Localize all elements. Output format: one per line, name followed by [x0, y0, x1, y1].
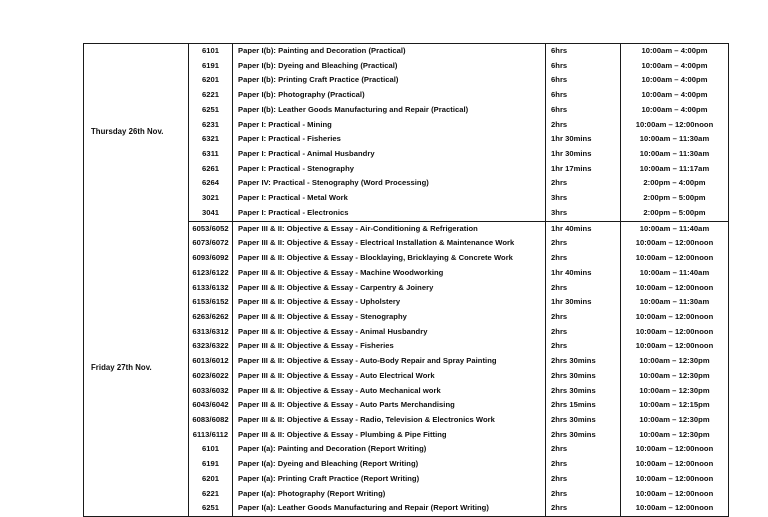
duration-cell: 1hr 30mins: [546, 132, 621, 147]
time-cell: 2:00pm – 5:00pm: [643, 193, 706, 203]
subject-code-cell: 6101: [189, 44, 233, 59]
time-cell: 10:00am – 12:00noon: [635, 326, 714, 336]
subject-title-cell: Paper III & II: Objective & Essay - Stenography: [233, 310, 546, 325]
subject-code-cell: 6201: [189, 73, 233, 88]
duration-cell: 2hrs 30mins: [546, 428, 621, 443]
duration-cell: 2hrs: [546, 281, 621, 296]
subject-title-cell: Paper I: Practical - Metal Work: [233, 191, 546, 206]
time-cell: 10:00am – 12:30pm: [639, 356, 710, 366]
duration-cell: 2hrs: [546, 176, 621, 191]
table-row: [84, 221, 729, 236]
time-cell: 10:00am – 12:30pm: [639, 370, 710, 380]
subject-title-cell: Paper III & II: Objective & Essay - Air-Conditioning & Refrigeration: [233, 221, 546, 236]
time-cell: 2:00pm – 4:00pm: [643, 178, 706, 188]
day-label-cell: Friday 27th Nov.: [84, 221, 189, 516]
time-cell: 10:00am – 11:40am: [639, 223, 710, 233]
duration-cell: 6hrs: [546, 88, 621, 103]
subject-code-cell: 3021: [189, 191, 233, 206]
subject-code-cell: 6093/6092: [189, 251, 233, 266]
subject-title-cell: Paper III & II: Objective & Essay - Auto Electrical Work: [233, 369, 546, 384]
subject-title-cell: Paper I: Practical - Animal Husbandry: [233, 147, 546, 162]
time-cell: 10:00am – 12:00noon: [635, 444, 714, 454]
subject-title-cell: Paper I(a): Painting and Decoration (Report Writing): [233, 442, 546, 457]
time-cell: 10:00am – 12:00noon: [635, 119, 714, 129]
subject-code-cell: 6263/6262: [189, 310, 233, 325]
timetable-body: [84, 44, 729, 517]
subject-title-cell: Paper III & II: Objective & Essay - Blocklaying, Bricklaying & Concrete Work: [233, 251, 546, 266]
subject-title-cell: Paper I(a): Leather Goods Manufacturing and Repair (Report Writing): [233, 501, 546, 516]
duration-cell: 2hrs 30mins: [546, 384, 621, 399]
subject-title-cell: Paper I(b): Photography (Practical): [233, 88, 546, 103]
time-cell: 10:00am – 4:00pm: [641, 75, 708, 85]
duration-cell: 1hr 30mins: [546, 147, 621, 162]
time-cell: 10:00am – 4:00pm: [641, 60, 708, 70]
time-cell: 10:00am – 12:30pm: [639, 429, 710, 439]
duration-cell: 2hrs: [546, 442, 621, 457]
subject-title-cell: Paper I: Practical - Fisheries: [233, 132, 546, 147]
duration-cell: 2hrs: [546, 457, 621, 472]
duration-cell: 2hrs: [546, 251, 621, 266]
subject-title-cell: Paper I: Practical - Mining: [233, 118, 546, 133]
subject-code-cell: 6101: [189, 442, 233, 457]
duration-cell: 2hrs 30mins: [546, 354, 621, 369]
subject-code-cell: 6023/6022: [189, 369, 233, 384]
duration-cell: 2hrs: [546, 339, 621, 354]
subject-title-cell: Paper III & II: Objective & Essay - Fisheries: [233, 339, 546, 354]
subject-code-cell: 6191: [189, 59, 233, 74]
subject-code-cell: 6033/6032: [189, 384, 233, 399]
time-cell: 10:00am – 12:00noon: [621, 501, 729, 516]
subject-code-cell: 6043/6042: [189, 398, 233, 413]
duration-cell: 2hrs: [546, 118, 621, 133]
duration-cell: 1hr 40mins: [546, 266, 621, 281]
subject-code-cell: 6013/6012: [189, 354, 233, 369]
subject-code-cell: 6053/6052: [189, 221, 233, 236]
duration-cell: 2hrs: [546, 501, 621, 516]
time-cell: 10:00am – 11:30am: [639, 134, 710, 144]
subject-code-cell: 6153/6152: [189, 295, 233, 310]
subject-code-cell: 6231: [189, 118, 233, 133]
subject-code-cell: 6221: [189, 88, 233, 103]
time-cell: 10:00am – 4:00pm: [641, 46, 708, 55]
time-cell: 10:00am – 12:00noon: [635, 488, 714, 498]
duration-cell: 2hrs 15mins: [546, 398, 621, 413]
time-cell: 10:00am – 11:30am: [639, 297, 710, 307]
subject-code-cell: 6313/6312: [189, 325, 233, 340]
duration-cell: 1hr 40mins: [546, 221, 621, 236]
subject-code-cell: 6264: [189, 176, 233, 191]
subject-code-cell: 3041: [189, 206, 233, 221]
time-cell: 10:00am – 12:00noon: [635, 282, 714, 292]
subject-code-cell: 6133/6132: [189, 281, 233, 296]
subject-title-cell: Paper I(a): Dyeing and Bleaching (Report Writing): [233, 457, 546, 472]
subject-code-cell: 6311: [189, 147, 233, 162]
exam-timetable: [83, 43, 729, 517]
subject-title-cell: Paper III & II: Objective & Essay - Carpentry & Joinery: [233, 281, 546, 296]
subject-code-cell: 6191: [189, 457, 233, 472]
time-cell: 10:00am – 12:00noon: [635, 253, 714, 263]
time-cell: 10:00am – 12:00noon: [635, 341, 714, 351]
duration-cell: 1hr 30mins: [546, 295, 621, 310]
subject-code-cell: 6083/6082: [189, 413, 233, 428]
duration-cell: 6hrs: [546, 59, 621, 74]
subject-title-cell: Paper I: Practical - Stenography: [233, 162, 546, 177]
subject-title-cell: Paper I(b): Printing Craft Practice (Practical): [233, 73, 546, 88]
subject-title-cell: Paper III & II: Objective & Essay - Plumbing & Pipe Fitting: [233, 428, 546, 443]
subject-code-cell: 6123/6122: [189, 266, 233, 281]
subject-title-cell: Paper I(a): Printing Craft Practice (Report Writing): [233, 472, 546, 487]
timetable-container: [83, 43, 728, 517]
subject-code-cell: 6321: [189, 132, 233, 147]
subject-title-cell: Paper III & II: Objective & Essay - Radio, Television & Electronics Work: [233, 413, 546, 428]
time-cell: 10:00am – 4:00pm: [641, 90, 708, 100]
subject-title-cell: Paper III & II: Objective & Essay - Electrical Installation & Maintenance Work: [233, 236, 546, 251]
time-cell: 10:00am – 4:00pm: [641, 104, 708, 114]
subject-title-cell: Paper III & II: Objective & Essay - Auto Mechanical work: [233, 384, 546, 399]
subject-code-cell: 6201: [189, 472, 233, 487]
subject-title-cell: Paper I(b): Painting and Decoration (Practical): [233, 44, 546, 59]
duration-cell: 2hrs: [546, 310, 621, 325]
time-cell: 10:00am – 11:17am: [639, 163, 710, 173]
duration-cell: 2hrs: [546, 236, 621, 251]
duration-cell: 2hrs: [546, 472, 621, 487]
duration-cell: 1hr 17mins: [546, 162, 621, 177]
subject-title-cell: Paper III & II: Objective & Essay - Machine Woodworking: [233, 266, 546, 281]
duration-cell: 2hrs 30mins: [546, 413, 621, 428]
subject-title-cell: Paper III & II: Objective & Essay - Upholstery: [233, 295, 546, 310]
time-cell: 10:00am – 12:00noon: [635, 311, 714, 321]
duration-cell: 3hrs: [546, 206, 621, 221]
time-cell: 10:00am – 12:00noon: [635, 238, 714, 248]
time-cell: 10:00am – 11:30am: [639, 149, 710, 159]
duration-cell: 6hrs: [546, 73, 621, 88]
duration-cell: 3hrs: [546, 191, 621, 206]
subject-title-cell: Paper I(b): Dyeing and Bleaching (Practical): [233, 59, 546, 74]
table-row: [84, 44, 729, 59]
day-label-cell: Thursday 26th Nov.: [84, 44, 189, 222]
subject-title-cell: Paper I(a): Photography (Report Writing): [233, 487, 546, 502]
time-cell: 2:00pm – 5:00pm: [621, 206, 729, 221]
subject-title-cell: Paper I(b): Leather Goods Manufacturing and Repair (Practical): [233, 103, 546, 118]
duration-cell: 2hrs: [546, 487, 621, 502]
duration-cell: 6hrs: [546, 44, 621, 59]
subject-code-cell: 6221: [189, 487, 233, 502]
subject-title-cell: Paper III & II: Objective & Essay - Auto Parts Merchandising: [233, 398, 546, 413]
time-cell: 10:00am – 12:00noon: [635, 459, 714, 469]
time-cell: 10:00am – 12:00noon: [635, 473, 714, 483]
time-cell: 10:00am – 12:30pm: [639, 385, 710, 395]
duration-cell: 2hrs: [546, 325, 621, 340]
subject-title-cell: Paper III & II: Objective & Essay - Auto-Body Repair and Spray Painting: [233, 354, 546, 369]
subject-code-cell: 6323/6322: [189, 339, 233, 354]
subject-title-cell: Paper III & II: Objective & Essay - Animal Husbandry: [233, 325, 546, 340]
subject-title-cell: Paper IV: Practical - Stenography (Word Processing): [233, 176, 546, 191]
time-cell: 10:00am – 11:40am: [639, 267, 710, 277]
duration-cell: 2hrs 30mins: [546, 369, 621, 384]
subject-code-cell: 6261: [189, 162, 233, 177]
time-cell: 10:00am – 12:15pm: [639, 400, 710, 410]
subject-title-cell: Paper I: Practical - Electronics: [233, 206, 546, 221]
subject-code-cell: 6073/6072: [189, 236, 233, 251]
subject-code-cell: 6251: [189, 501, 233, 516]
time-cell: 10:00am – 12:30pm: [639, 414, 710, 424]
subject-code-cell: 6113/6112: [189, 428, 233, 443]
duration-cell: 6hrs: [546, 103, 621, 118]
subject-code-cell: 6251: [189, 103, 233, 118]
